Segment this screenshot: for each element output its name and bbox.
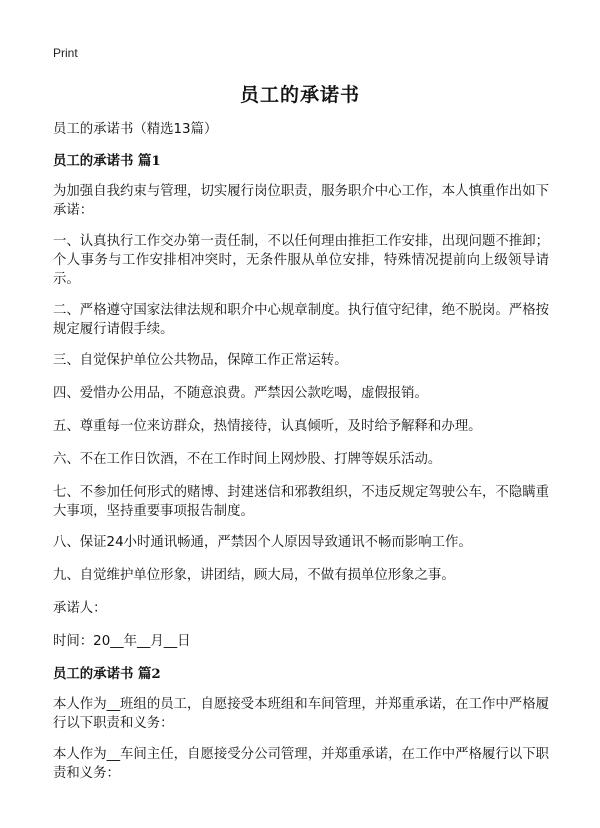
paragraph-item-5: 五、尊重每一位来访群众，热情接待，认真倾听，及时给予解释和办理。 [53,419,482,434]
paragraph-item-1: 一、认真执行工作交办第一责任制，不以任何理由推拒工作安排，出现问题不推卸；个人事务与工作安排相冲突时，无条件服从单位安排，特殊情况提前向上级领导请示。 [53,234,549,287]
paragraph-item-7: 七、不参加任何形式的赌博、封建迷信和邪教组织，不违反规定驾驶公车，不隐瞒重大事项，坚持重要事项报告制度。 [53,485,549,519]
paragraph-item-9: 九、自觉维护单位形象，讲团结，顾大局，不做有损单位形象之事。 [53,568,455,583]
paragraph-item-6: 六、不在工作日饮酒，不在工作时间上网炒股、打牌等娱乐活动。 [53,452,442,467]
paragraph-intro: 为加强自我约束与管理，切实履行岗位职责，服务职介中心工作，本人慎重作出如下承诺： [53,184,549,218]
paragraph-item-8: 八、保证24小时通讯畅通，严禁因个人原因导致通讯不畅而影响工作。 [53,535,472,550]
paragraph-item-2: 二、严格遵守国家法律法规和职介中心规章制度。执行值守纪律，绝不脱岗。严格按规定履行请假手续。 [53,303,549,337]
paragraph-section2-2: 本人作为__车间主任，自愿接受分公司管理，并郑重承诺，在工作中严格履行以下职责和义务： [53,747,549,781]
print-label[interactable]: Print [53,46,78,60]
document-body [53,120,549,795]
document-title: 员工的承诺书 [239,84,360,106]
paragraph-section2-1: 本人作为__班组的员工，自愿接受本班组和车间管理，并郑重承诺，在工作中严格履行以下职责和义务： [53,697,549,731]
section-heading-2: 员工的承诺书 篇2 [53,666,161,682]
section-heading-1: 员工的承诺书 篇1 [53,153,161,169]
paragraph-item-3: 三、自觉保护单位公共物品，保障工作正常运转。 [53,353,348,368]
paragraph-item-4: 四、爱惜办公用品，不随意浪费。严禁因公款吃喝，虚假报销。 [53,386,428,401]
date-line: 时间：20__年__月__日 [53,634,191,649]
document-subtitle: 员工的承诺书（精选13篇） [53,122,218,137]
signatory-line: 承诺人： [53,601,107,616]
